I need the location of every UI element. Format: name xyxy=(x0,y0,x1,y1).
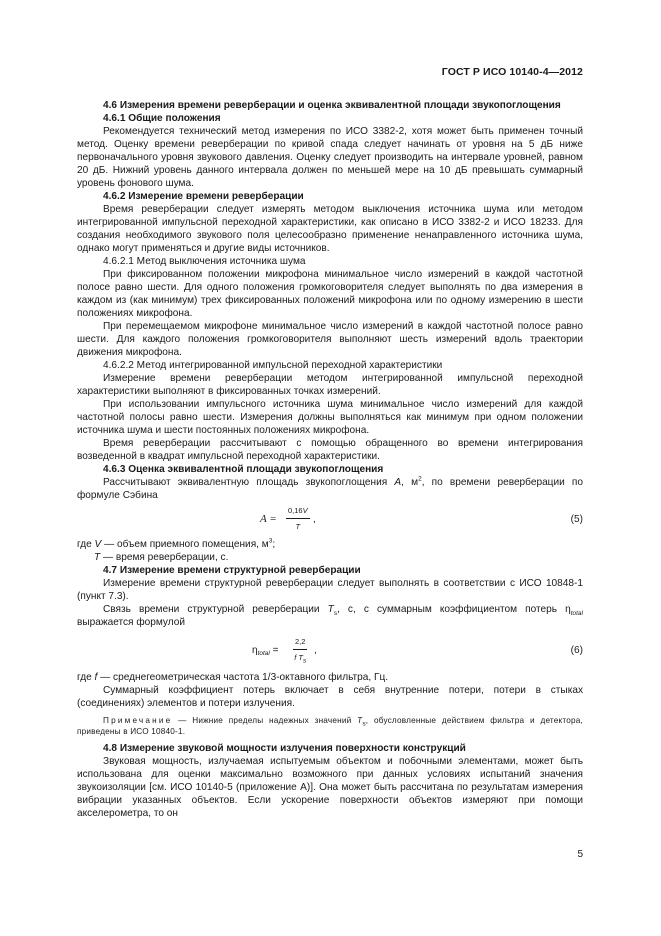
formula-6-denominator xyxy=(293,650,307,664)
formula-6-numerator: 2,2 xyxy=(293,635,307,650)
text-run: , обусловленные действием фильтра и детектора, приведены в ИСО 10840-1. xyxy=(77,716,584,736)
paragraph: Измерение времени структурной реверберации следует выполнять в соответствии с ИСО 10848-1 (пункт 7.3). xyxy=(77,578,583,602)
subscript: s xyxy=(333,610,338,618)
text-run: 0,16 xyxy=(288,506,303,515)
formula-6 xyxy=(77,635,583,671)
variable-t: T xyxy=(357,716,363,725)
variable-t: T xyxy=(94,552,101,563)
text-run: выражается формулой xyxy=(77,617,185,628)
paragraph: Звуковая мощность, излучаемая испытуемым объектом и побочными элементами, может быть использована для оценки максимально возможного при данных условиях испытаний значения звукоизоляции [см. ИСО 10140-5 (приложение А)]. Она может быть рассчитана по результатам измерения вибрации указанных объектов. Если ускорение поверхности объектов измеряют при помощи акселерометра, то он xyxy=(77,756,583,819)
section-4-6-2-heading: 4.6.2 Измерение времени реверберации xyxy=(103,191,304,202)
page-number: 5 xyxy=(577,849,583,860)
text-run: , по времени реверберации по формуле Сэбина xyxy=(77,477,583,501)
superscript: 3 xyxy=(268,537,273,545)
formula-5 xyxy=(77,504,583,538)
section-4-7-heading: 4.7 Измерение времени структурной реверберации xyxy=(103,565,361,576)
formula-5-punct: , xyxy=(313,514,316,525)
variable-v: V xyxy=(302,506,308,515)
document-header: ГОСТ Р ИСО 10140-4—2012 xyxy=(441,66,583,78)
text-run: — объем приемного помещения, м xyxy=(101,539,269,550)
paragraph: Время реверберации следует измерять методом выключения источника шума или методом интегрированной импульсной переходной характеристики, как описано в ИСО 3382-2 и ИСО 18233. Для создания необходимого звукового поля целесообразно применение ненаправленного источника шума, однако могут применяться и другие виды источников. xyxy=(77,204,583,254)
section-4-6-2-1-heading: 4.6.2.1 Метод выключения источника шума xyxy=(103,256,306,267)
subscript: s xyxy=(362,720,366,728)
section-4-6-heading: 4.6 Измерения времени реверберации и оценка эквивалентной площади звукопоглощения xyxy=(103,100,561,111)
text-run: , м xyxy=(401,477,419,488)
section-4-6-2-2-heading: 4.6.2.2 Метод интегрированной импульсной переходной характеристики xyxy=(103,360,443,371)
formula-6-fraction xyxy=(293,635,307,664)
variable-f: f xyxy=(294,653,297,662)
superscript: 2 xyxy=(418,475,422,483)
paragraph: При фиксированном положении микрофона минимальное число измерений в каждой частотной полосе равно шести. Для одного положения громкоговорителя следует выполнять по два измерения в каждом из (как минимум) трех фиксированных положений микрофона или по одному измерению в шести положениях микрофона. xyxy=(77,269,583,319)
note xyxy=(77,715,583,737)
text-run: — время реверберации, с. xyxy=(100,552,229,563)
formula-6-lhs xyxy=(252,644,278,660)
section-4-6-3-heading: 4.6.3 Оценка эквивалентной площади звукопоглощения xyxy=(103,464,384,475)
paragraph: Рекомендуется технический метод измерения по ИСО 3382-2, хотя может быть применен точный метод. Оценку времени реверберации по кривой спада следует начинать от уровня на 5 дБ ниже первоначального уровня звукового давления. Оценку следует производить на интервале уровней, равном 20 дБ. Нижний уровень данного интервала должен по меньшей мере на 10 дБ превышать суммарный уровень фонового шума. xyxy=(77,126,583,189)
subscript: s xyxy=(302,657,307,665)
symbol-eta: η xyxy=(565,604,571,615)
text-run: — среднегеометрическая частота 1/3-октавного фильтра, Гц. xyxy=(97,672,389,683)
variable-f: f xyxy=(94,672,98,683)
text-run: где xyxy=(77,539,95,550)
where-clause-f xyxy=(77,671,583,684)
formula-5-number: (5) xyxy=(570,514,583,525)
paragraph: Суммарный коэффициент потерь включает в себя внутренние потери, потери в стыках (соединениях) элементов и потери излучения. xyxy=(77,685,583,709)
paragraph-loss-factor-intro xyxy=(77,603,583,629)
document-body xyxy=(77,99,583,820)
paragraph: При использовании импульсного источника шума минимальное число измерений для каждой частотной полосы равно шести. Измерения должны выполняться как минимум при одном положении источника шума и шести постоянных положениях микрофона. xyxy=(77,399,583,436)
subscript: total xyxy=(257,650,270,657)
formula-6-number: (6) xyxy=(570,645,583,656)
where-clause-t xyxy=(77,551,583,564)
symbol-eta: η xyxy=(252,645,258,656)
text-run: ; xyxy=(272,539,276,550)
text-run: Рассчитывают эквивалентную площадь звукопоглощения xyxy=(103,477,395,488)
formula-5-numerator xyxy=(286,504,310,519)
variable-t: T xyxy=(327,604,334,615)
text-run: где xyxy=(77,672,95,683)
text-run: = xyxy=(269,645,279,656)
variable-a: A xyxy=(394,477,402,488)
formula-5-fraction xyxy=(286,504,310,533)
variable-v: V xyxy=(94,539,102,550)
formula-6-punct: , xyxy=(314,645,317,656)
text-run: , с, с суммарным коэффициентом потерь xyxy=(337,604,566,615)
subscript: total xyxy=(570,610,583,618)
note-label: Примечание xyxy=(103,716,173,725)
formula-5-denominator: T xyxy=(295,522,301,531)
formula-5-lhs: A = xyxy=(260,513,277,525)
text-run: — Нижние пределы надежных значений xyxy=(172,716,358,725)
paragraph: Измерение времени реверберации методом интегрированной импульсной переходной характеристики выполняют в фиксированных точках измерений. xyxy=(77,373,583,397)
paragraph-sabine-intro xyxy=(77,476,583,502)
paragraph: При перемещаемом микрофоне минимальное число измерений в каждой частотной полосе равно шести. Для каждого положения громкоговорителя выполняют шесть измерений вдоль траектории движения микрофона. xyxy=(77,321,583,358)
variable-t: T xyxy=(298,653,303,662)
section-4-8-heading: 4.8 Измерение звуковой мощности излучения поверхности конструкций xyxy=(103,743,466,754)
where-clause-v xyxy=(77,538,583,551)
section-4-6-1-heading: 4.6.1 Общие положения xyxy=(103,113,221,124)
text-run: Связь времени структурной реверберации xyxy=(103,604,328,615)
paragraph: Время реверберации рассчитывают с помощью обращенного во времени интегрирования возведенной в квадрат импульсной переходной характеристики. xyxy=(77,438,583,462)
